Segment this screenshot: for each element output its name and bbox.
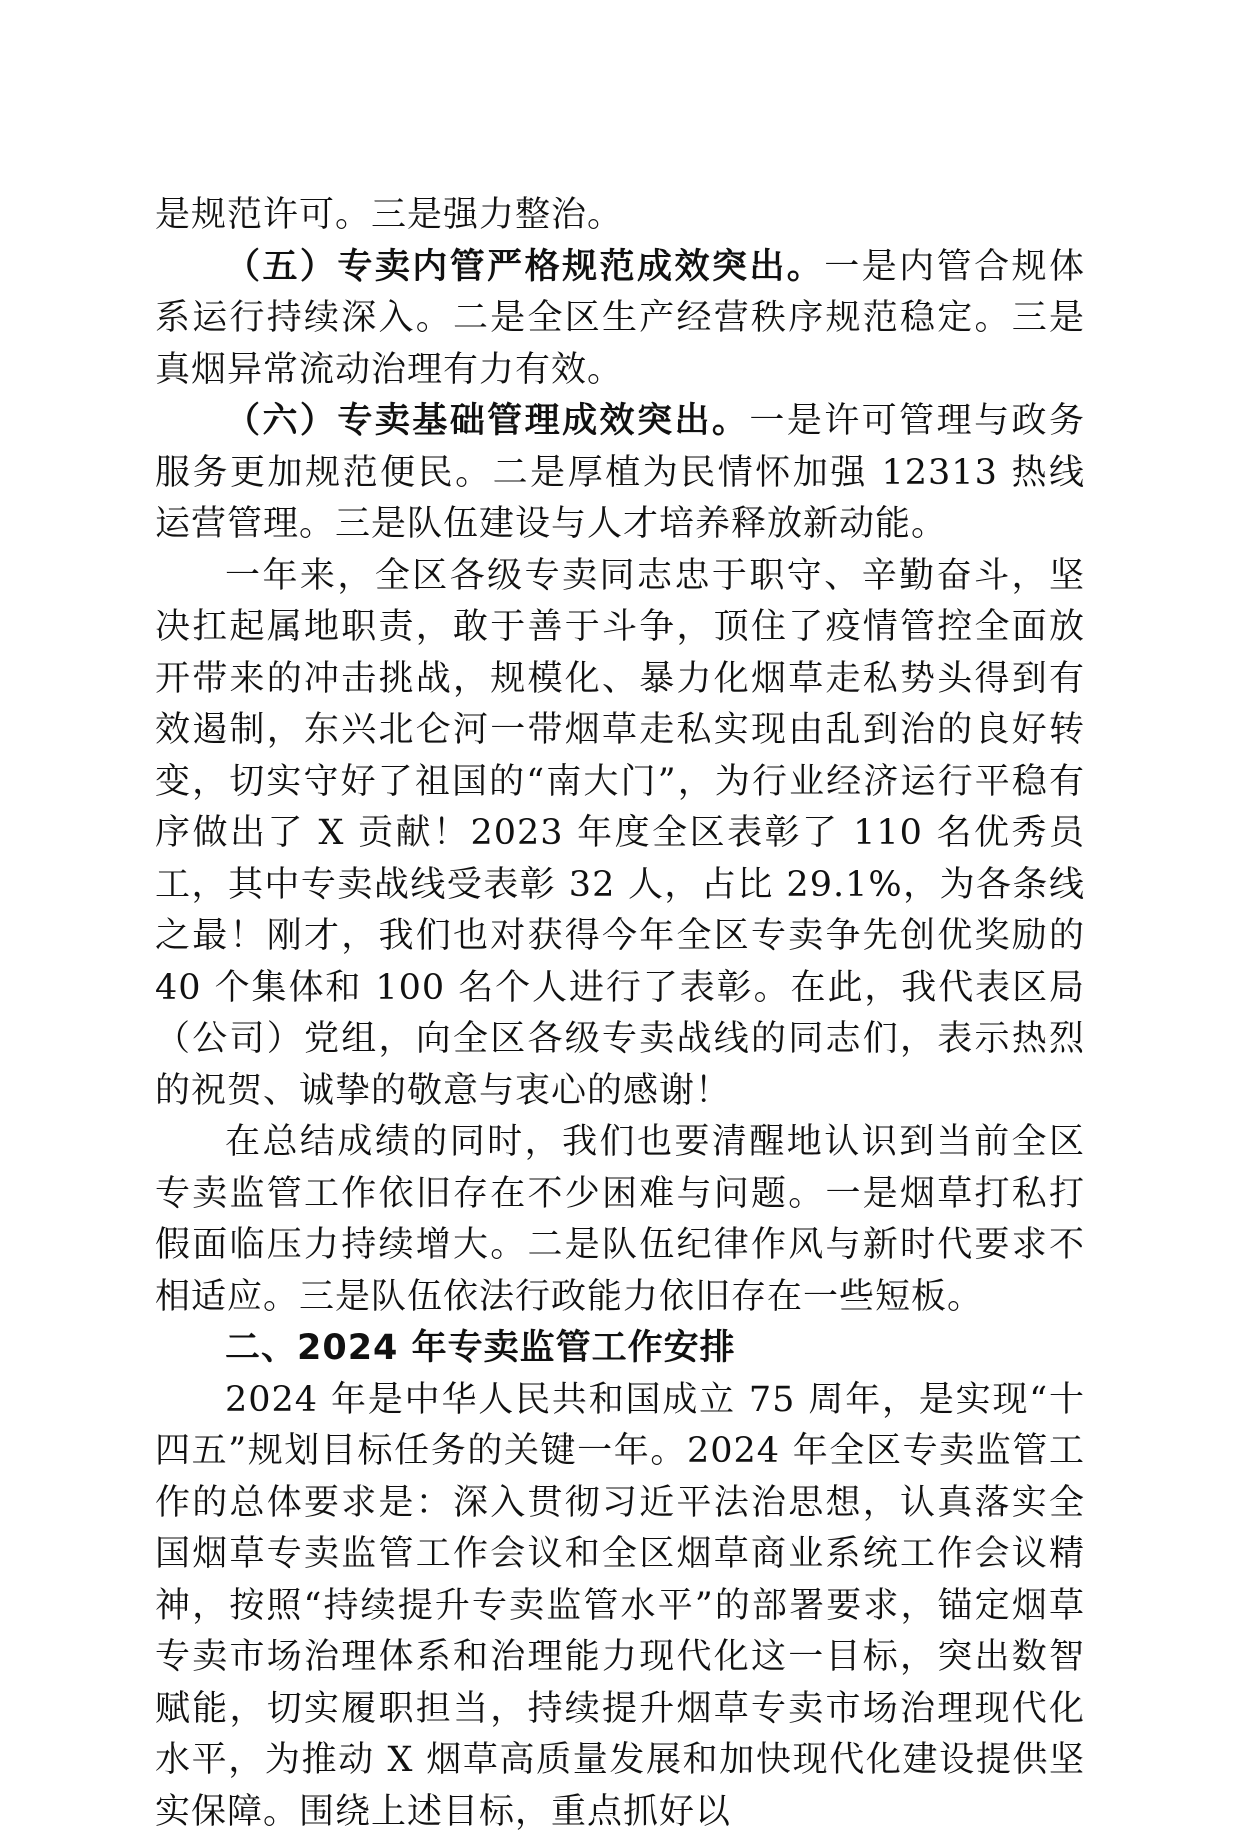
paragraph-2024-requirements: 2024 年是中华人民共和国成立 75 周年，是实现“十四五”规划目标任务的关键一年。2024 年全区专卖监管工作的总体要求是：深入贯彻习近平法治思想，认真落实全国烟草专卖监管工作会议和全区烟草商业系统工作会议精神，按照“持续提升专卖监管水平”的部署要求，锚定烟草专卖市场治理体系和治理能力现代化这一目标，突出数智赋能，切实履职担当，持续提升烟草专卖市场治理现代化水平，为推动 X 烟草高质量发展和加快现代化建设提供坚实保障。围绕上述目标，重点抓好以	[155, 1375, 1085, 1838]
document-body	[155, 190, 1085, 1838]
paragraph-continuation: 是规范许可。三是强力整治。	[155, 190, 1085, 242]
section-heading-2024: 二、2024 年专卖监管工作安排	[155, 1323, 1085, 1375]
section-six-heading: （六）专卖基础管理成效突出。	[225, 401, 749, 441]
paragraph-year-review: 一年来，全区各级专卖同志忠于职守、辛勤奋斗，坚决扛起属地职责，敢于善于斗争，顶住了疫情管控全面放开带来的冲击挑战，规模化、暴力化烟草走私势头得到有效遏制，东兴北仑河一带烟草走私实现由乱到治的良好转变，切实守好了祖国的“南大门”，为行业经济运行平稳有序做出了 X 贡献！2023 年度全区表彰了 110 名优秀员工，其中专卖战线受表彰 32 人，占比 29.1%，为各条线之最！刚才，我们也对获得今年全区专卖争先创优奖励的 40 个集体和 100 名个人进行了表彰。在此，我代表区局（公司）党组，向全区各级专卖战线的同志们，表示热烈的祝贺、诚挚的敬意与衷心的感谢！	[155, 551, 1085, 1118]
section-five-heading: （五）专卖内管严格规范成效突出。	[225, 247, 824, 287]
section-five-text: 一是内管合规体系运行持续深入。二是全区生产经营秩序规范稳定。三是真烟异常流动治理有力有效。	[155, 247, 1085, 390]
paragraph-problems: 在总结成绩的同时，我们也要清醒地认识到当前全区专卖监管工作依旧存在不少困难与问题。一是烟草打私打假面临压力持续增大。二是队伍纪律作风与新时代要求不相适应。三是队伍依法行政能力依旧存在一些短板。	[155, 1117, 1085, 1323]
section-six-text: 一是许可管理与政务服务更加规范便民。二是厚植为民情怀加强 12313 热线运营管理。三是队伍建设与人才培养释放新动能。	[155, 401, 1085, 544]
paragraph-section-six	[155, 396, 1085, 551]
paragraph-section-five	[155, 242, 1085, 397]
